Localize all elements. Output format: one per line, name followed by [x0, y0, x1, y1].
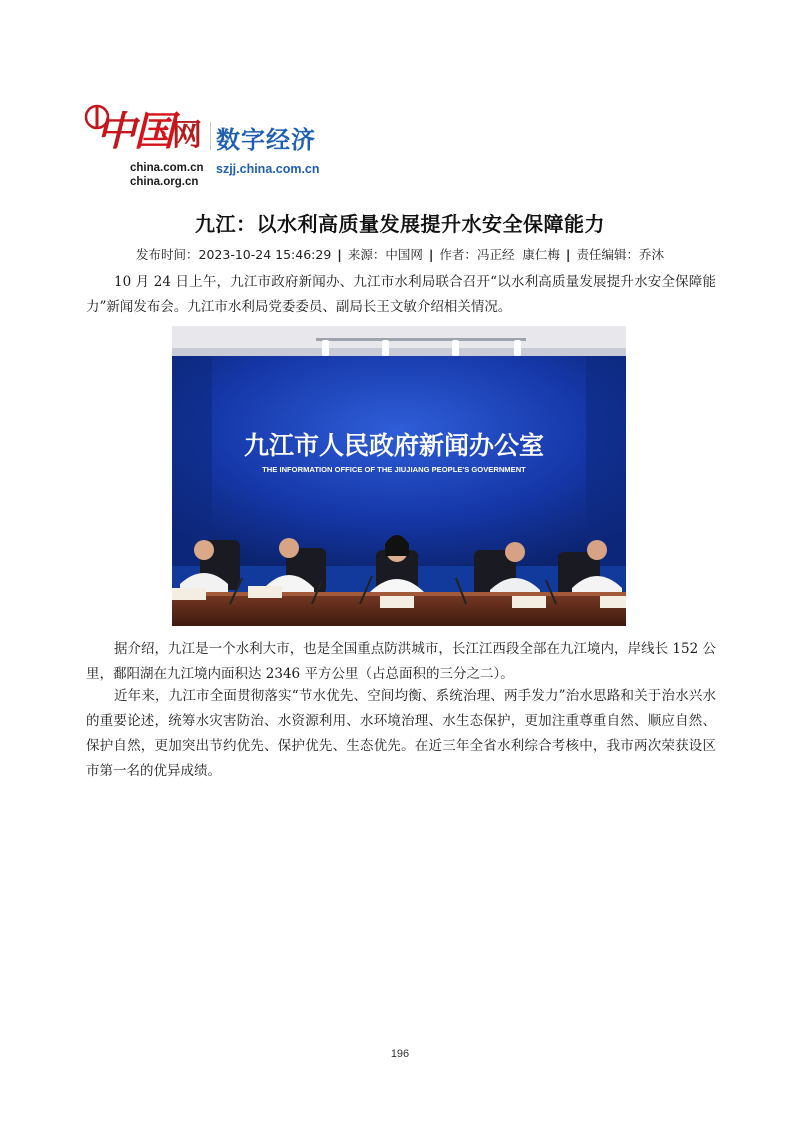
author-value: 冯正经 康仁梅 — [476, 247, 560, 262]
backdrop-title-cn: 九江市人民政府新闻办公室 — [243, 431, 545, 460]
domain-china-com: china.com.cn — [130, 162, 204, 174]
china-net-logo[interactable] — [84, 104, 364, 188]
author-label: 作者： — [439, 247, 477, 262]
publish-label: 发布时间： — [136, 247, 199, 262]
editor-value: 乔沐 — [638, 247, 664, 262]
editor-label: 责任编辑： — [576, 247, 639, 262]
meta-separator: | — [428, 247, 434, 262]
article-paragraph: 近年来，九江市全面贯彻落实“节水优先、空间均衡、系统治理、两手发力”治水思路和关于治水兴水的重要论述，统筹水灾害防治、水资源利用、水环境治理、水生态保护，更加注重尊重自然、顺应自然、保护自然，更加突出节约优先、保护优先、生态优先。在近三年全省水利综合考核中，我市两次荣获设区市第一名的优异成绩。 — [86, 688, 716, 779]
blue-backdrop — [172, 356, 626, 566]
article-title: 九江：以水利高质量发展提升水安全保障能力 — [195, 212, 605, 236]
article-paragraph: 10 月 24 日上午，九江市政府新闻办、九江市水利局联合召开“以水利高质量发展提升水安全保障能力”新闻发布会。九江市水利局党委委员、副局长王文敏介绍相关情况。 — [86, 274, 716, 315]
page-number: 196 — [390, 1048, 410, 1060]
meta-separator: | — [337, 247, 342, 262]
article-paragraph: 据介绍，九江是一个水利大市，也是全国重点防洪城市，长江江西段全部在九江境内，岸线长 152 公里，鄱阳湖在九江境内面积达 2346 平方公里（占总面积的三分之二）。 — [86, 641, 716, 682]
press-conference-illustration — [172, 326, 626, 626]
press-conference-photo — [172, 326, 626, 626]
article-meta — [0, 245, 800, 263]
ceiling — [172, 326, 626, 348]
backdrop-title-en: THE INFORMATION OFFICE OF THE JIUJIANG PEOPLE'S GOVERNMENT — [262, 465, 526, 474]
publish-time: 2023-10-24 15:46:29 — [198, 247, 332, 262]
domain-szjj: szjj.china.com.cn — [216, 162, 320, 176]
meta-separator: | — [565, 247, 571, 262]
domain-china-org: china.org.cn — [130, 176, 199, 188]
logo-subtitle: 数字经济 — [216, 126, 316, 154]
logo-wordmark: 中国网 — [96, 108, 200, 155]
source-value: 中国网 — [385, 247, 423, 262]
source-label: 来源： — [347, 247, 386, 262]
logo-divider — [210, 122, 211, 150]
